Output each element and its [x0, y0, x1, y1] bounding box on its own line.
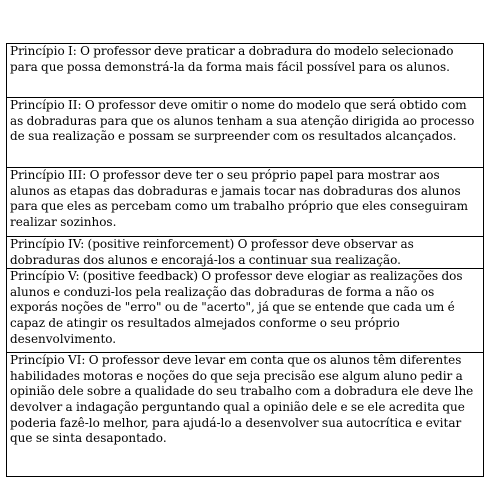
table-row — [7, 353, 484, 477]
table-row — [7, 237, 484, 269]
principle-cell-3: Princípio III: O professor deve ter o seu próprio papel para mostrar aos alunos as etapas das dobraduras e jamais tocar nas dobraduras dos alunos para que eles as percebam como um trabalho próprio que eles conseguiram realizar sozinhos. — [7, 168, 484, 237]
table-row — [7, 269, 484, 353]
principle-cell-2: Princípio II: O professor deve omitir o nome do modelo que será obtido com as dobraduras para que os alunos tenham a sua atenção dirigida ao processo de sua realização e possam se surpreender com os resultados alcançados. — [7, 98, 484, 168]
principle-cell-1: Princípio I: O professor deve praticar a dobradura do modelo selecionado para que possa demonstrá-la da forma mais fácil possível para os alunos. — [7, 44, 484, 98]
table-row — [7, 168, 484, 237]
principles-table — [6, 43, 484, 477]
principle-cell-5: Princípio V: (positive feedback) O professor deve elogiar as realizações dos alunos e conduzi-los pela realização das dobraduras de forma a não os exporás noções de "erro" ou de "acerto", já que se entende que cada um é capaz de atingir os resultados almejados conforme o seu próprio desenvolvimento. — [7, 269, 484, 353]
principle-cell-6: Princípio VI: O professor deve levar em conta que os alunos têm diferentes habilidades motoras e noções do que seja precisão ese algum aluno pedir a opinião dele sobre a qualidade do seu trabalho com a dobradura ele deve lhe devolver a indagação perguntando qual a opinião dele e se ele acredita que poderia fazê-lo melhor, para ajudá-lo a desenvolver sua autocrítica e evitar que se sinta desapontado. — [7, 353, 484, 477]
table-row — [7, 44, 484, 98]
table-row — [7, 98, 484, 168]
principle-cell-4: Princípio IV: (positive reinforcement) O professor deve observar as dobraduras dos alunos e encorajá-los a continuar sua realização. — [7, 237, 484, 269]
